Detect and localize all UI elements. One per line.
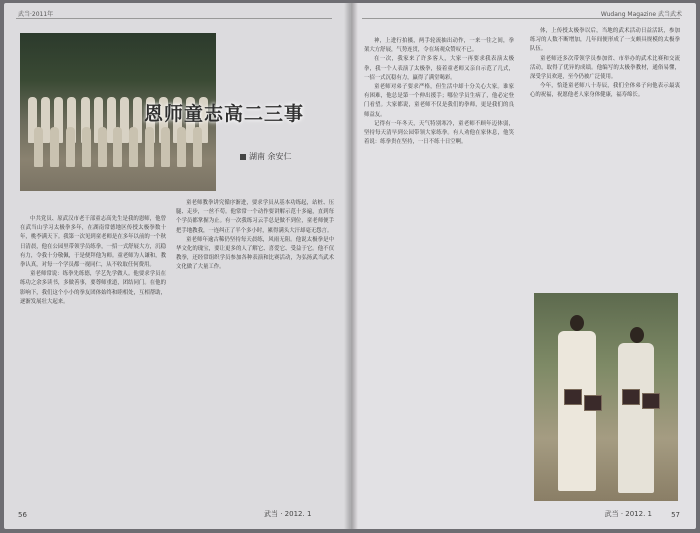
portrait-photo bbox=[534, 293, 678, 501]
paragraph: 童老师教拳讲究循序渐进，要求学员从基本功练起，站桩、压腿、走步，一丝不苟。他常常一个动作要讲解示范十多遍，直到每个学员都掌握为止。有一次我练习云手总是做不到位，童老师便手把手地教我，一连纠正了半个多小时，累得满头大汗却毫无怨言。 bbox=[176, 200, 334, 234]
group-photo-front-row bbox=[34, 127, 202, 167]
right-column-2 bbox=[530, 27, 680, 283]
paragraph: 童老师年逾古稀仍坚持每天晨练，风雨无阻。他说太极拳是中华文化的瑰宝，要让更多的人了解它、喜爱它、受益于它。他不仅教拳，还经常组织学员参加各种表演和比赛活动，为弘扬武当武术文化做了大量工作。 bbox=[176, 236, 334, 271]
paragraph: 在一次，我家来了许多客人，大家一再要求我表演太极拳，我一个人表演了太极拳，接着童老师又亲自示范了几式，一招一式沉稳有力，赢得了满堂喝彩。 bbox=[364, 56, 514, 81]
left-column-2 bbox=[176, 199, 334, 507]
article-title: 恩师童志高二三事 bbox=[144, 103, 305, 125]
right-running-head: Wudang Magazine 武当武术 bbox=[600, 11, 682, 18]
certificate bbox=[584, 395, 602, 411]
paragraph: 中共党员、原武汉市老干部童志高先生是我的恩师，他曾在武当山学习太极拳多年，在湖南常德地区传授太极拳数十年，桃李满天下。我第一次见到童老师是在多年以前的一个秋日清晨，他在公园里带领学员练拳，一招一式舒展大方，沉稳有力，令我十分敬佩，于是便拜他为师。童老师为人谦和，教拳认真，对每一个学员都一视同仁，从不收取任何费用。 bbox=[20, 216, 166, 269]
magazine-spread bbox=[4, 3, 696, 529]
article-byline bbox=[240, 151, 292, 162]
paragraph: 神，上进行拍摄，两手轮流抽出动作，一来一往之间，拳架大方舒展，气势连贯，令在场观众赞叹不已。 bbox=[364, 38, 514, 54]
left-page bbox=[4, 3, 350, 529]
byline-marker-icon bbox=[240, 154, 246, 160]
right-folio-magazine: 武当 · 2012. 1 bbox=[604, 510, 652, 518]
certificate bbox=[622, 389, 640, 405]
paragraph: 今年，恰逢童老师八十寿辰，我们全体弟子向他表示最衷心的祝福，祝愿他老人家身体健康，福寿绵长。 bbox=[530, 83, 680, 99]
right-page bbox=[350, 3, 696, 529]
spread-gutter bbox=[344, 3, 358, 529]
paragraph: 体，上传授太极拳以后，当地的武术活动日益活跃，参加练习的人数不断增加，几年间便形成了一支颇具规模的太极拳队伍。 bbox=[530, 28, 680, 53]
left-page-number: 56 bbox=[18, 511, 27, 519]
right-header-rule bbox=[362, 18, 680, 19]
left-folio-magazine: 武当 · 2012. 1 bbox=[264, 510, 312, 518]
right-column-1 bbox=[364, 37, 514, 505]
left-header-rule bbox=[16, 18, 332, 19]
byline-text: 湖南 余安仁 bbox=[249, 152, 292, 161]
paragraph: 童老师还多次带领学员参加省、市举办的武术比赛和交流活动，取得了优异的成绩。他编写的太极拳教材，通俗易懂，深受学员欢迎，至今仍被广泛使用。 bbox=[530, 55, 680, 81]
left-running-head: 武当·2011年 bbox=[18, 11, 54, 18]
certificate bbox=[642, 393, 660, 409]
paragraph: 童老师对弟子要求严格，但生活中却十分关心大家。谁家有困难，他总是第一个伸出援手；哪位学员生病了，他必定登门看望。大家都说，童老师不仅是我们的拳师，更是我们的良师益友。 bbox=[364, 84, 514, 118]
paragraph: 记得有一年冬天，天气特别寒冷，童老师不顾年迈体弱，坚持每天清早到公园带领大家练拳。有人劝他在家休息，他笑着说：练拳贵在坚持，一日不练十日空啊。 bbox=[364, 120, 514, 146]
left-column-1 bbox=[20, 215, 166, 505]
right-page-number: 57 bbox=[671, 511, 680, 519]
certificate bbox=[564, 389, 582, 405]
paragraph: 童老师常说：练拳先练德，学艺先学做人。他要求学员在练功之余多读书，多做善事，要尊师重道，团结同门。在他的影响下，我们这个小小的拳友团体始终和睦相处，互相帮助，逐渐发展壮大起来。 bbox=[20, 271, 166, 305]
